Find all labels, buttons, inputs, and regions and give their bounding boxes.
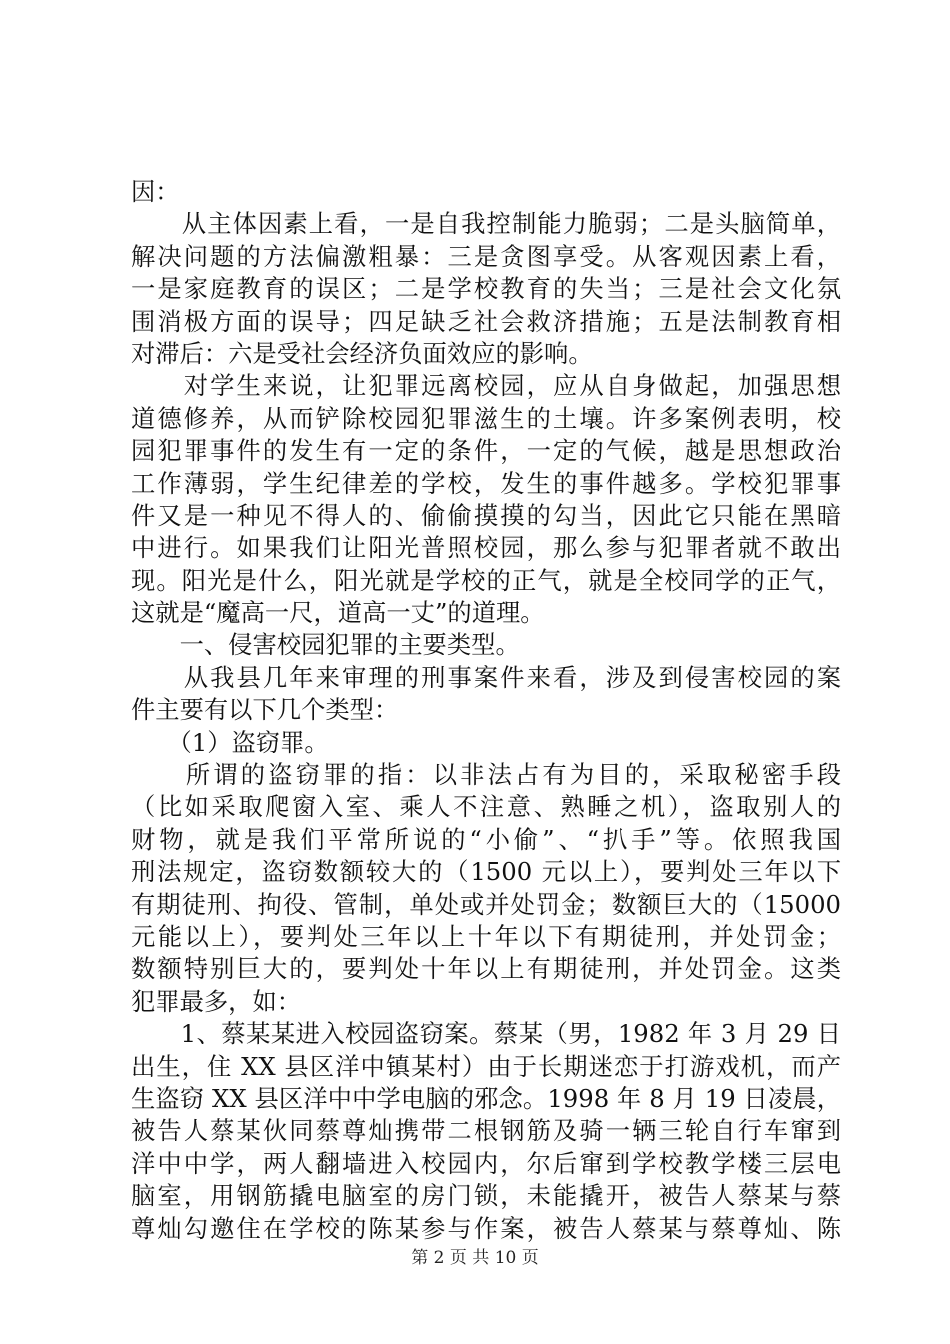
text-line: 对学生来说，让犯罪远离校园，应从自身做起，加强思想 [131,371,841,401]
text-line: 中进行。如果我们让阳光普照校园，那么参与犯罪者就不敢出 [131,533,841,563]
text-line: 现。阳光是什么，阳光就是学校的正气，就是全校同学的正气， [131,565,841,595]
text-line: 解决问题的方法偏激粗暴：三是贪图享受。从客观因素上看， [131,241,841,271]
text-line: 生盗窃 XX 县区洋中中学电脑的邪念。1998 年 8 月 19 日凌晨， [131,1083,841,1113]
text-line: 财物，就是我们平常所说的“小偷”、“扒手”等。依照我国 [131,824,841,854]
text-line: 脑室，用钢筋撬电脑室的房门锁，未能撬开，被告人蔡某与蔡 [131,1181,841,1211]
text-line: 从我县几年来审理的刑事案件来看，涉及到侵害校园的案 [131,662,841,692]
page-footer: 第 2 页 共 10 页 [411,1248,539,1268]
text-line: 件主要有以下几个类型： [131,695,399,725]
text-line: 件又是一种见不得人的、偷偷摸摸的勾当，因此它只能在黑暗 [131,500,841,530]
text-line: 数额特别巨大的，要判处十年以上有期徒刑，并处罚金。这类 [131,954,841,984]
text-line: 1、蔡某某进入校园盗窃案。蔡某（男，1982 年 3 月 29 日 [131,1019,841,1049]
text-line: 围消极方面的误导；四足缺乏社会救济措施；五是法制教育相 [131,306,841,336]
text-line: 洋中中学，两人翻墙进入校园内，尔后窜到学校教学楼三层电 [131,1148,841,1178]
body-text [131,176,841,1245]
text-line: 从主体因素上看，一是自我控制能力脆弱；二是头脑简单， [131,209,841,239]
text-line: 道德修养，从而铲除校园犯罪滋生的土壤。许多案例表明，校 [131,403,841,433]
text-line: 园犯罪事件的发生有一定的条件，一定的气候，越是思想政治 [131,436,841,466]
text-line: 所谓的盗窃罪的指：以非法占有为目的，采取秘密手段 [131,760,841,790]
text-line: 尊灿勾邀住在学校的陈某参与作案，被告人蔡某与蔡尊灿、陈 [131,1213,841,1243]
text-line: （1）盗窃罪。 [131,727,329,757]
text-line: 一、侵害校园犯罪的主要类型。 [131,630,520,660]
text-line: 工作薄弱，学生纪律差的学校，发生的事件越多。学校犯罪事 [131,468,841,498]
text-line: 刑法规定，盗窃数额较大的（1500 元以上），要判处三年以下 [131,857,841,887]
text-line: 一是家庭教育的误区；二是学校教育的失当；三是社会文化氛 [131,274,841,304]
text-line: 元能以上），要判处三年以上十年以下有期徒刑，并处罚金； [131,921,841,951]
text-line: 这就是“魔高一尺，道高一丈”的道理。 [131,598,545,628]
text-line: 因： [131,177,180,206]
text-line: 犯罪最多，如： [131,986,302,1016]
text-line: 被告人蔡某伙同蔡尊灿携带二根钢筋及骑一辆三轮自行车窜到 [131,1116,841,1146]
text-line: 有期徒刑、拘役、管制，单处或并处罚金；数额巨大的（15000 [131,889,841,919]
text-line: 出生，住 XX 县区洋中镇某村）由于长期迷恋于打游戏机，而产 [131,1051,841,1081]
text-line: 对滞后：六是受社会经济负面效应的影响。 [131,338,593,368]
text-line: （比如采取爬窗入室、乘人不注意、熟睡之机），盗取别人的 [131,792,841,822]
